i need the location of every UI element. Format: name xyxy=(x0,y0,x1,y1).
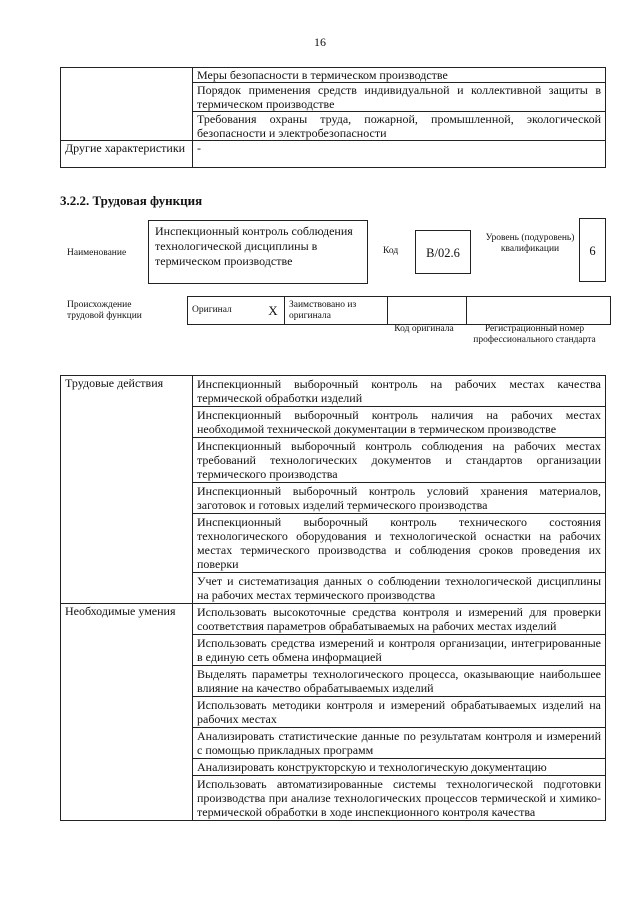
original-label: Оригинал xyxy=(188,297,263,325)
table-cell: Анализировать конструкторскую и технологическую документацию xyxy=(193,759,606,776)
level-label: Уровень (подуровень) квалификации xyxy=(485,233,575,254)
code-label: Код xyxy=(383,246,399,256)
reg-number-caption: Регистрационный номер профессионального стандарта xyxy=(473,324,596,345)
table-row xyxy=(61,604,606,635)
table-cell: - xyxy=(193,141,606,168)
required-skills-label: Необходимые умения xyxy=(61,604,193,821)
table-cell: Использовать методики контроля и измерений обрабатываемых изделий на рабочих местах xyxy=(193,697,606,728)
table-cell: Инспекционный выборочный контроль на рабочих местах качества термической обработки изделий xyxy=(193,376,606,407)
table-cell: Использовать высокоточные средства контроля и измерений для проверки соответствия параметров обрабатываемых на рабочих местах изделий xyxy=(193,604,606,635)
table-cell: Требования охраны труда, пожарной, промышленной, экологической безопасности и электробезопасности xyxy=(193,112,606,141)
table-cell: Меры безопасности в термическом производстве xyxy=(193,68,606,83)
table-row xyxy=(61,68,606,83)
table-row xyxy=(61,141,606,168)
top-row-label xyxy=(61,68,193,141)
table-cell: Инспекционный выборочный контроль наличия на рабочих местах необходимой технической документации в термическом производстве xyxy=(193,407,606,438)
labor-actions-label: Трудовые действия xyxy=(61,376,193,604)
function-code-box: В/02.6 xyxy=(415,230,471,274)
reg-number-cell xyxy=(467,297,611,325)
main-table xyxy=(60,375,606,821)
table-row xyxy=(188,297,611,325)
origin-label: Происхождение трудовой функции xyxy=(67,300,142,321)
table-cell: Выделять параметры технологического процесса, оказывающие наибольшее влияние на качество обрабатываемых изделий xyxy=(193,666,606,697)
table-cell: Анализировать статистические данные по результатам контроля и измерений с помощью прикладных программ xyxy=(193,728,606,759)
original-mark: X xyxy=(262,297,285,325)
function-name-box: Инспекционный контроль соблюдения технологической дисциплины в термическом производстве xyxy=(148,220,368,284)
table-cell: Использовать средства измерений и контроля организации, интегрированные в единую сеть обмена информацией xyxy=(193,635,606,666)
top-table xyxy=(60,67,606,168)
table-cell: Инспекционный выборочный контроль соблюдения на рабочих местах требований технологических документов и стандартов организации термического производства xyxy=(193,438,606,483)
code-original-caption: Код оригинала xyxy=(394,324,454,334)
name-label: Наименование xyxy=(67,248,127,258)
table-cell: Инспекционный выборочный контроль технического состояния технологического оборудования и технологической оснастки на рабочих местах термического производства и соблюдения сроков проведения их поверки xyxy=(193,514,606,573)
other-characteristics-label: Другие характеристики xyxy=(61,141,193,168)
table-cell: Использовать автоматизированные системы технологической подготовки производства при анализе технологических процессов термической и химико-термической обработки в ходе инспекционного контроля качества xyxy=(193,776,606,821)
table-row xyxy=(61,376,606,407)
level-value-box: 6 xyxy=(579,218,606,282)
borrowed-label: Заимствовано из оригинала xyxy=(285,297,388,325)
table-cell: Учет и систематизация данных о соблюдении технологической дисциплины на рабочих местах термического производства xyxy=(193,573,606,604)
origin-table xyxy=(187,296,611,325)
section-title: 3.2.2. Трудовая функция xyxy=(60,193,203,208)
page-number: 16 xyxy=(314,35,326,49)
table-cell: Инспекционный выборочный контроль условий хранения материалов, заготовок и готовых изделий термического производства xyxy=(193,483,606,514)
table-cell: Порядок применения средств индивидуальной и коллективной защиты в термическом производстве xyxy=(193,83,606,112)
code-original-cell xyxy=(388,297,467,325)
